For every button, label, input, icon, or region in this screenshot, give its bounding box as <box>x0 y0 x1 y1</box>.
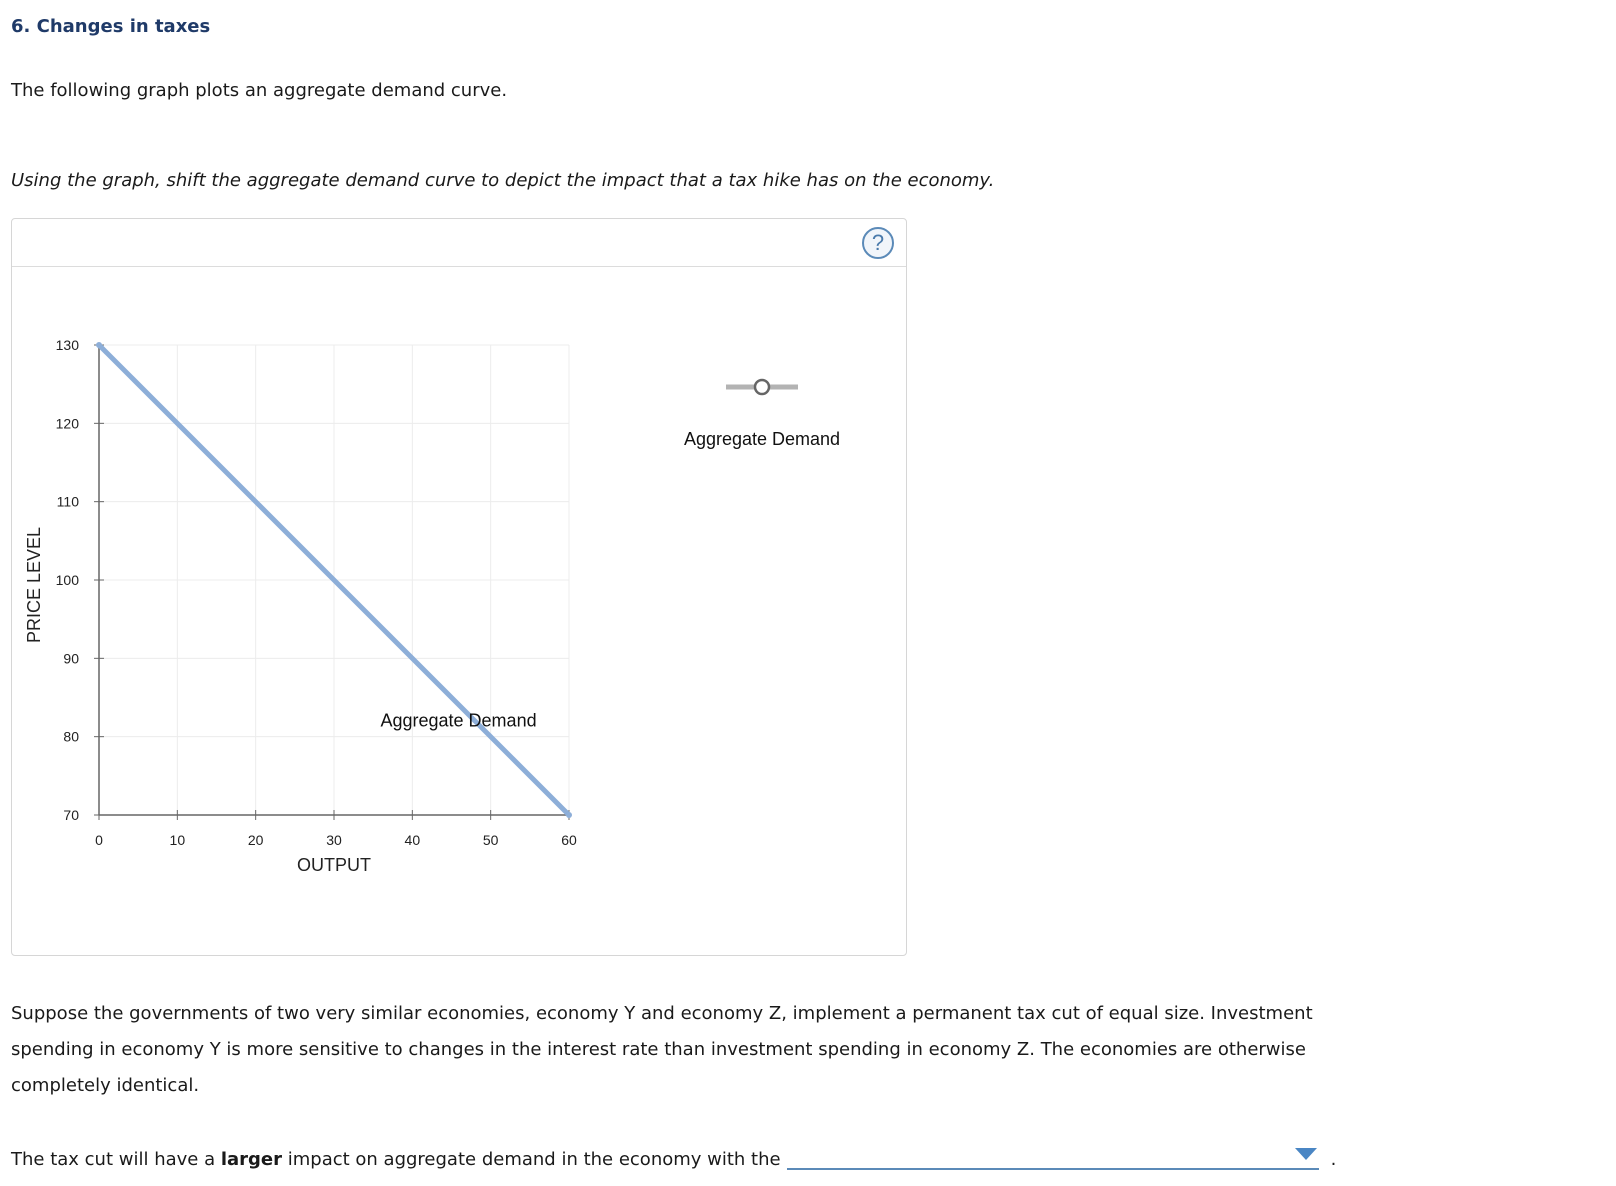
y-tick-label: 90 <box>63 650 79 667</box>
x-axis-label: OUTPUT <box>297 855 371 875</box>
answer-period: . <box>1330 1149 1337 1170</box>
tick-marks <box>56 337 577 848</box>
y-tick-label: 70 <box>63 807 79 823</box>
curve-endpoint[interactable] <box>96 342 102 348</box>
x-tick-label: 30 <box>326 832 342 848</box>
y-tick-label: 110 <box>56 493 79 510</box>
aggregate-demand-graph[interactable] <box>12 219 908 957</box>
graph-panel <box>11 218 907 956</box>
question-paragraph: Suppose the governments of two very similar economies, economy Y and economy Z, implement a permanent tax cut of equal size. Investment spending in economy Y is more sensitive to changes in the interest rate than investment spending in economy Z. The economies are otherwise completely identical. <box>11 1003 1313 1096</box>
y-tick-label: 120 <box>55 415 79 432</box>
x-tick-label: 0 <box>95 832 103 848</box>
y-tick-label: 100 <box>55 572 79 588</box>
y-tick-label: 80 <box>63 728 79 745</box>
question-title: 6. Changes in taxes <box>11 16 211 37</box>
intro-text: The following graph plots an aggregate demand curve. <box>11 80 508 101</box>
x-tick-label: 40 <box>404 832 421 848</box>
x-tick-label: 60 <box>561 832 577 848</box>
answer-bold: larger <box>220 1149 283 1170</box>
answer-prefix: The tax cut will have a <box>11 1149 221 1170</box>
line-with-point-icon[interactable] <box>755 380 769 394</box>
y-axis-label: PRICE LEVEL <box>24 526 44 644</box>
x-tick-label: 10 <box>169 832 186 848</box>
curve-label: Aggregate Demand <box>380 710 537 731</box>
instruction-text: Using the graph, shift the aggregate demand curve to depict the impact that a tax hike has on the economy. <box>11 170 995 191</box>
y-tick-label: 130 <box>55 337 79 353</box>
curve-endpoint[interactable] <box>566 812 572 818</box>
ad-tool-palette[interactable] <box>684 380 840 449</box>
answer-line <box>11 1142 1336 1170</box>
answer-suffix: impact on aggregate demand in the economy with the <box>282 1149 781 1170</box>
question-mark-icon: ? <box>871 230 885 255</box>
ad-tool-label[interactable]: Aggregate Demand <box>683 429 841 449</box>
chevron-down-icon[interactable] <box>1295 1148 1317 1160</box>
answer-dropdown[interactable] <box>787 1142 1319 1170</box>
x-tick-label: 50 <box>482 832 499 848</box>
x-tick-label: 20 <box>247 832 264 848</box>
